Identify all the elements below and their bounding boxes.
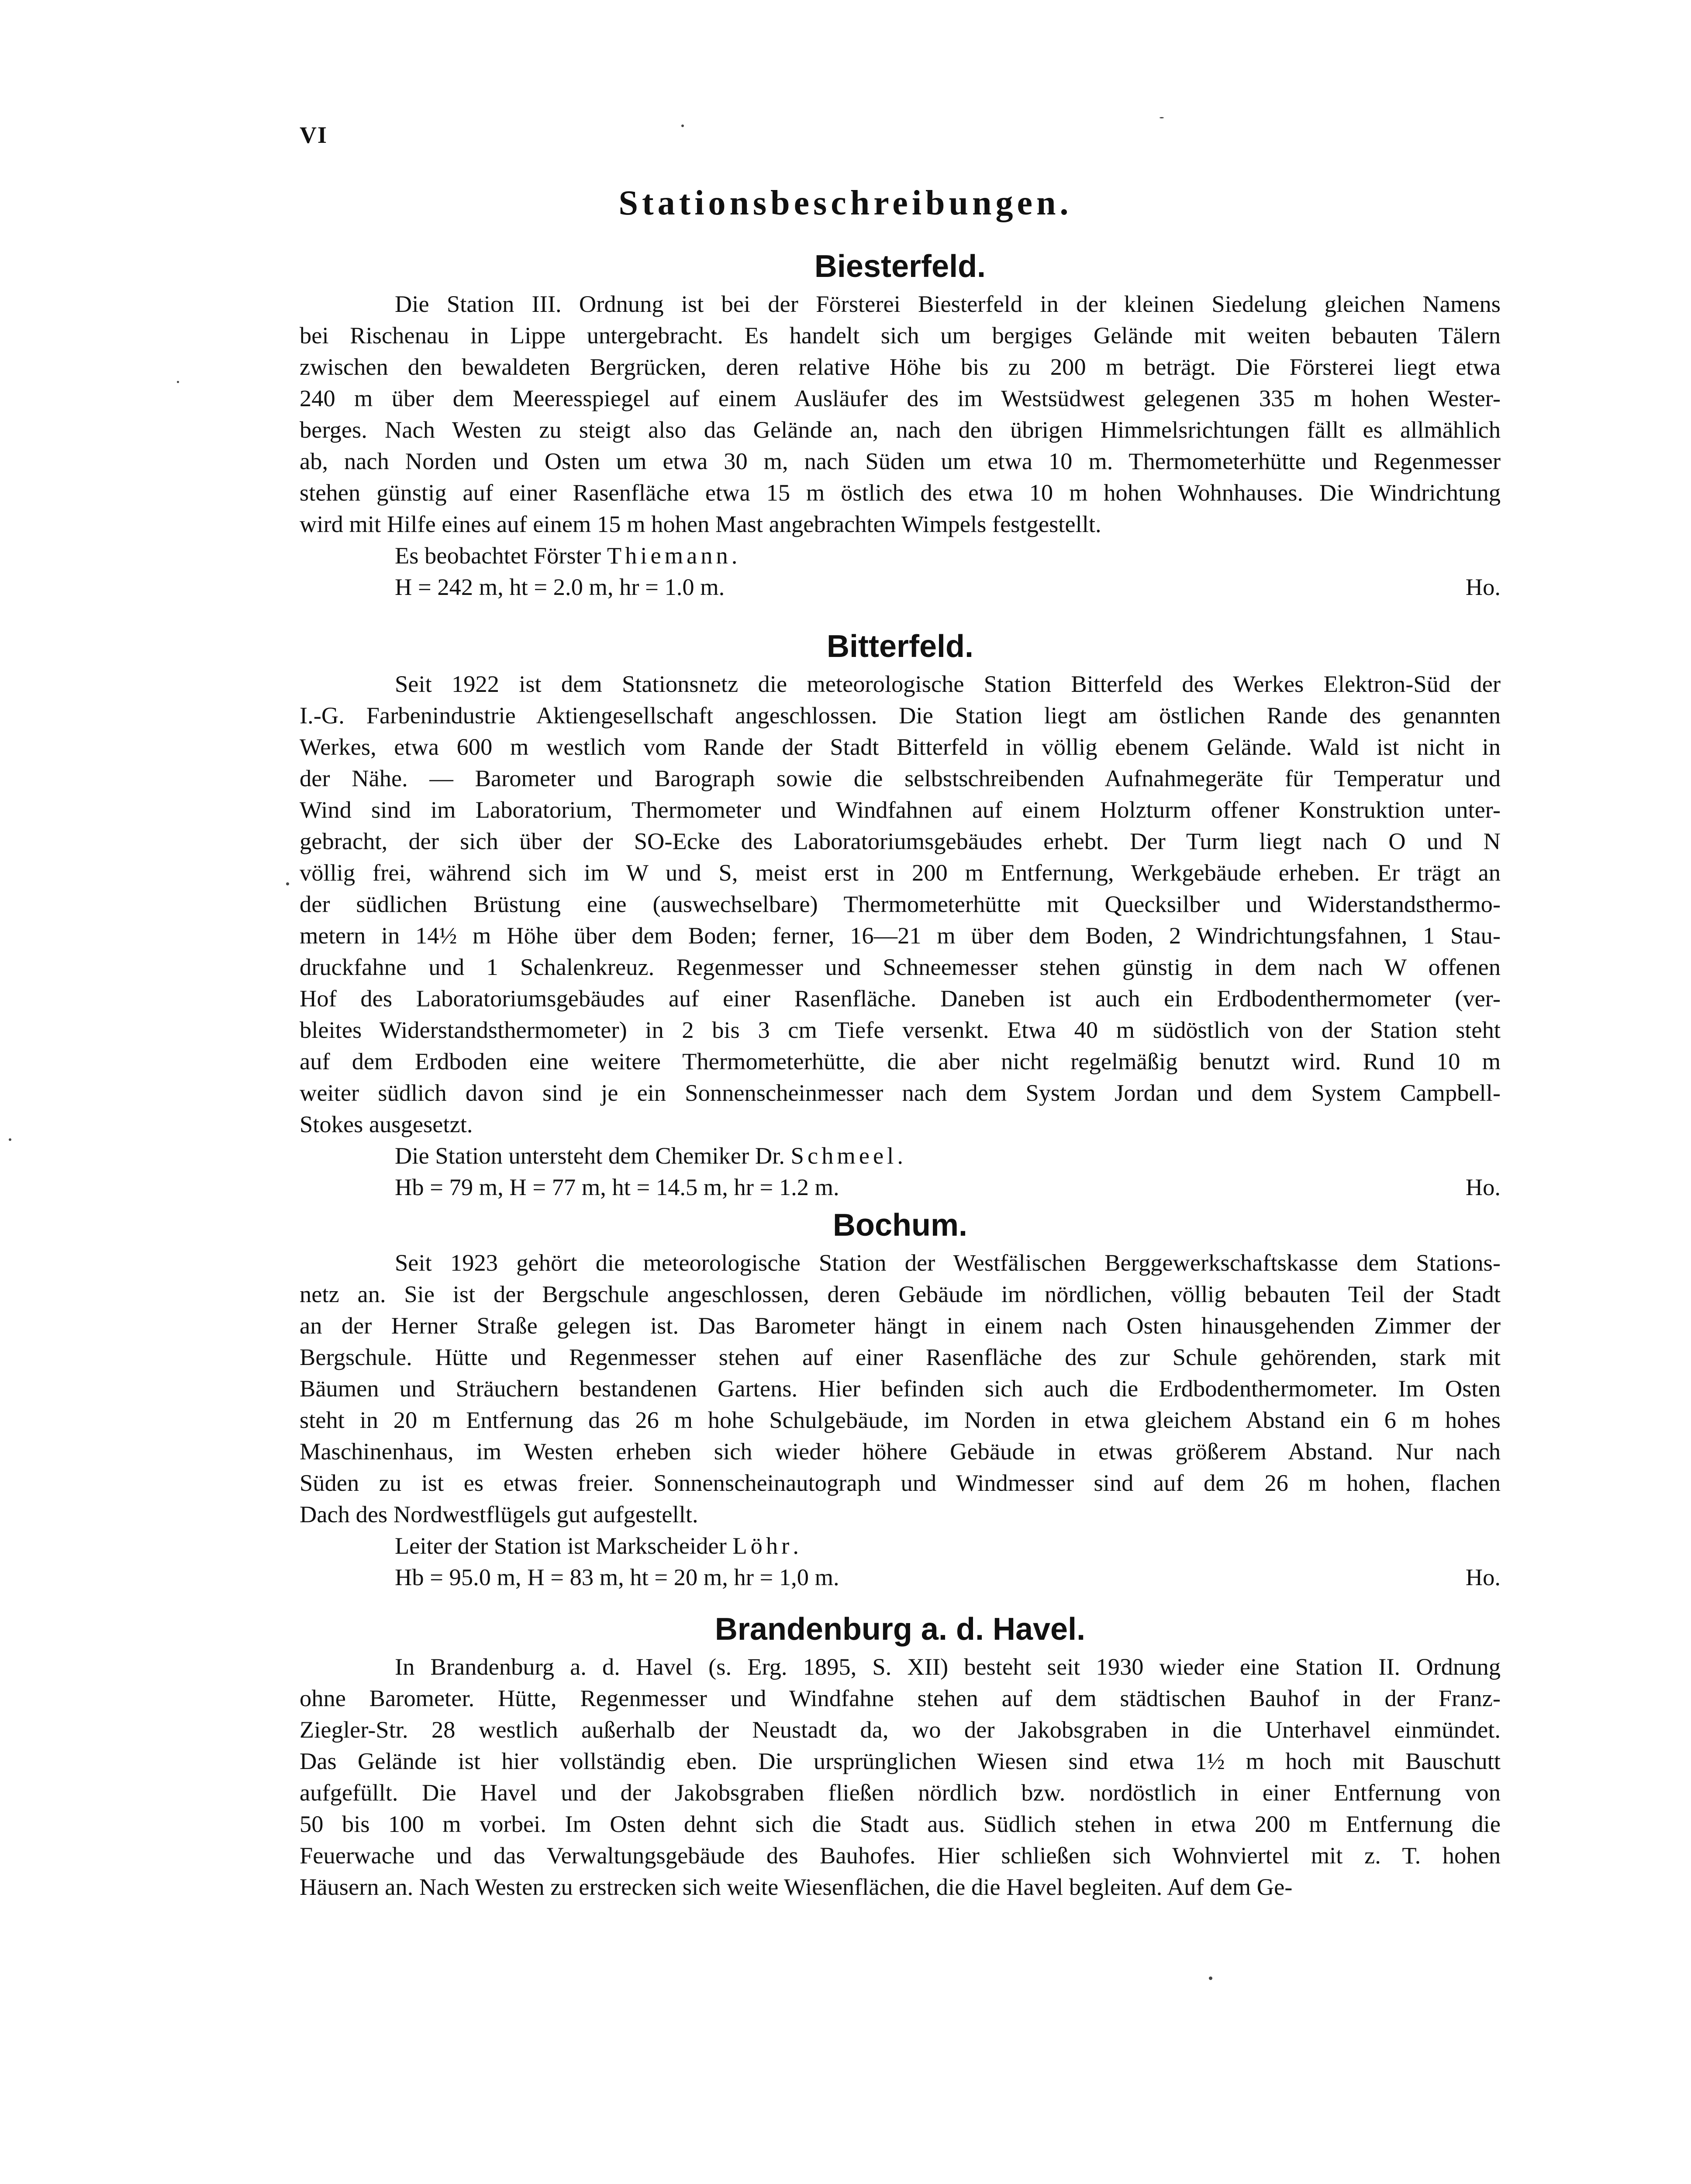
- scan-speck: [681, 124, 684, 127]
- station-heading: Brandenburg a. d. Havel.: [714, 1612, 1086, 1647]
- station-heading: Biesterfeld.: [814, 249, 986, 284]
- station-description: [300, 1651, 1501, 1903]
- scan-speck: [1160, 117, 1164, 118]
- page-number: VI: [300, 122, 328, 148]
- text-line: Stokes ausgesetzt.: [300, 1111, 473, 1137]
- text-line: Die Station III. Ordnung ist bei der Försterei Biesterfeld in der kleinen Siedelung gleichen Namens: [395, 290, 1501, 317]
- station-heading: Bochum.: [832, 1208, 967, 1243]
- station-description: [300, 668, 1501, 1140]
- observer-line: [300, 1530, 1501, 1562]
- scan-speck: [9, 1138, 11, 1141]
- observer-prefix: Es beobachtet Förster: [395, 542, 607, 569]
- station-heights-row: [300, 1562, 1501, 1593]
- station-section: [300, 245, 1501, 603]
- scan-speck: [177, 381, 179, 383]
- text-line: weiter südlich davon sind je ein Sonnenscheinmesser nach dem System Jordan und dem System Campbell-: [300, 1079, 1501, 1106]
- text-line: bleites Widerstandsthermometer) in 2 bis 3 cm Tiefe versenkt. Etwa 40 m südöstlich von der Station steht: [300, 1016, 1501, 1043]
- text-line: ohne Barometer. Hütte, Regenmesser und Windfahne stehen auf dem städtischen Bauhof in der Franz-: [300, 1685, 1501, 1711]
- station-heights: Hb = 79 m, H = 77 m, ht = 14.5 m, hr = 1.2 m.: [395, 1174, 839, 1200]
- text-line: an der Herner Straße gelegen ist. Das Barometer hängt in einem nach Osten hinausgehenden Zimmer der: [300, 1312, 1501, 1339]
- observer-name: Löhr: [732, 1532, 793, 1559]
- text-line: Häusern an. Nach Westen zu erstrecken sich weite Wiesenflächen, die die Havel begleiten. Auf dem Ge-: [300, 1873, 1293, 1900]
- author-signature: Ho.: [1465, 1174, 1501, 1200]
- observer-prefix: Leiter der Station ist Markscheider: [395, 1532, 733, 1559]
- text-line: steht in 20 m Entfernung das 26 m hohe Schulgebäude, im Norden in etwa gleichem Abstand ein 6 m hohes: [300, 1406, 1501, 1433]
- station-heights-row: [300, 571, 1501, 603]
- observer-name: Thiemann: [607, 542, 732, 569]
- text-line: Werkes, etwa 600 m westlich vom Rande der Stadt Bitterfeld in völlig ebenem Gelände. Wald ist nicht in: [300, 733, 1501, 760]
- text-line: der Nähe. — Barometer und Barograph sowie die selbstschreibenden Aufnahmegeräte für Temperatur und: [300, 765, 1501, 791]
- text-line: ab, nach Norden und Osten um etwa 30 m, nach Süden um etwa 10 m. Thermometerhütte und Regenmesser: [300, 448, 1501, 474]
- scan-speck: [286, 882, 289, 885]
- text-line: stehen günstig auf einer Rasenfläche etwa 15 m östlich des etwa 10 m hohen Wohnhauses. Die Windrichtung: [300, 479, 1501, 506]
- text-line: Das Gelände ist hier vollständig eben. Die ursprünglichen Wiesen sind etwa 1½ m hoch mit Bauschutt: [300, 1748, 1501, 1774]
- text-line: Ziegler-Str. 28 westlich außerhalb der Neustadt da, wo der Jakobsgraben in die Unterhavel einmündet.: [300, 1716, 1501, 1743]
- station-heights: Hb = 95.0 m, H = 83 m, ht = 20 m, hr = 1,0 m.: [395, 1564, 839, 1590]
- text-line: Hof des Laboratoriumsgebäudes auf einer Rasenfläche. Daneben ist auch ein Erdbodenthermometer (ver-: [300, 985, 1501, 1012]
- observer-line: [300, 1140, 1501, 1171]
- text-line: Bergschule. Hütte und Regenmesser stehen auf einer Rasenfläche des zur Schule gehörenden, stark mit: [300, 1344, 1501, 1370]
- station-section: [300, 1607, 1501, 1903]
- text-line: Süden zu ist es etwas freier. Sonnenscheinautograph und Windmesser sind auf dem 26 m hohen, flachen: [300, 1469, 1501, 1496]
- text-line: auf dem Erdboden eine weitere Thermometerhütte, die aber nicht regelmäßig benutzt wird. Rund 10 m: [300, 1048, 1501, 1075]
- station-section: [300, 1203, 1501, 1593]
- text-line: berges. Nach Westen zu steigt also das Gelände an, nach den übrigen Himmelsrichtungen fällt es allmählich: [300, 416, 1501, 443]
- text-line: 240 m über dem Meeresspiegel auf einem Ausläufer des im Westsüdwest gelegenen 335 m hohen Wester-: [300, 385, 1501, 411]
- text-line: Dach des Nordwestflügels gut aufgestellt.: [300, 1501, 698, 1527]
- text-line: Wind sind im Laboratorium, Thermometer und Windfahnen auf einem Holzturm offener Konstruktion unter-: [300, 796, 1501, 823]
- text-line: Maschinenhaus, im Westen erheben sich wieder höhere Gebäude in etwas größerem Abstand. Nur nach: [300, 1438, 1501, 1465]
- text-line: völlig frei, während sich im W und S, meist erst in 200 m Entfernung, Werkgebäude erheben. Er trägt an: [300, 859, 1501, 886]
- text-line: der südlichen Brüstung eine (auswechselbare) Thermometerhütte mit Quecksilber und Widerstandsthermo-: [300, 891, 1501, 917]
- text-line: netz an. Sie ist der Bergschule angeschlossen, deren Gebäude im nördlichen, völlig bebauten Teil der Stadt: [300, 1281, 1501, 1307]
- station-heights: H = 242 m, ht = 2.0 m, hr = 1.0 m.: [395, 574, 725, 600]
- station-description: [300, 1247, 1501, 1530]
- observer-prefix: Die Station untersteht dem Chemiker Dr.: [395, 1142, 791, 1169]
- observer-suffix: .: [897, 1142, 903, 1169]
- observer-name: Schmeel: [790, 1142, 897, 1169]
- text-line: bei Rischenau in Lippe untergebracht. Es handelt sich um bergiges Gelände mit weiten bebauten Tälern: [300, 322, 1501, 349]
- text-line: In Brandenburg a. d. Havel (s. Erg. 1895, S. XII) besteht seit 1930 wieder eine Station II. Ordnung: [395, 1653, 1501, 1680]
- text-line: metern in 14½ m Höhe über dem Boden; ferner, 16—21 m über dem Boden, 2 Windrichtungsfahnen, 1 Stau-: [300, 922, 1501, 949]
- text-line: Seit 1923 gehört die meteorologische Station der Westfälischen Berggewerkschaftskasse dem Stations-: [395, 1249, 1501, 1276]
- station-section: [300, 625, 1501, 1203]
- text-line: gebracht, der sich über der SO-Ecke des Laboratoriumsgebäudes erhebt. Der Turm liegt nach O und N: [300, 828, 1501, 854]
- text-line: wird mit Hilfe eines auf einem 15 m hohen Mast angebrachten Wimpels festgestellt.: [300, 511, 1101, 537]
- observer-suffix: .: [793, 1532, 799, 1559]
- text-line: Feuerwache und das Verwaltungsgebäude des Bauhofes. Hier schließen sich Wohnviertel mit z. T. hohen: [300, 1842, 1501, 1869]
- station-description: [300, 288, 1501, 540]
- observer-line: [300, 540, 1501, 571]
- text-line: Bäumen und Sträuchern bestandenen Gartens. Hier befinden sich auch die Erdbodenthermometer. Im Osten: [300, 1375, 1501, 1402]
- text-line: I.-G. Farbenindustrie Aktiengesellschaft angeschlossen. Die Station liegt am östlichen Rande des genannten: [300, 702, 1501, 729]
- station-heights-row: [300, 1171, 1501, 1203]
- page-title: Stationsbeschreibungen.: [618, 184, 1073, 222]
- author-signature: Ho.: [1465, 574, 1501, 600]
- text-line: Seit 1922 ist dem Stationsnetz die meteorologische Station Bitterfeld des Werkes Elektron-Süd der: [395, 670, 1501, 697]
- text-line: aufgefüllt. Die Havel und der Jakobsgraben fließen nördlich bzw. nordöstlich in einer Entfernung von: [300, 1779, 1501, 1806]
- scan-speck: [1209, 1977, 1212, 1980]
- author-signature: Ho.: [1465, 1564, 1501, 1590]
- station-heading: Bitterfeld.: [826, 629, 974, 664]
- observer-suffix: .: [731, 542, 738, 569]
- text-line: 50 bis 100 m vorbei. Im Osten dehnt sich die Stadt aus. Südlich stehen in etwa 200 m Entfernung die: [300, 1811, 1501, 1837]
- text-line: druckfahne und 1 Schalenkreuz. Regenmesser und Schneemesser stehen günstig in dem nach W offenen: [300, 954, 1501, 980]
- text-line: zwischen den bewaldeten Bergrücken, deren relative Höhe bis zu 200 m beträgt. Die Försterei liegt etwa: [300, 353, 1501, 380]
